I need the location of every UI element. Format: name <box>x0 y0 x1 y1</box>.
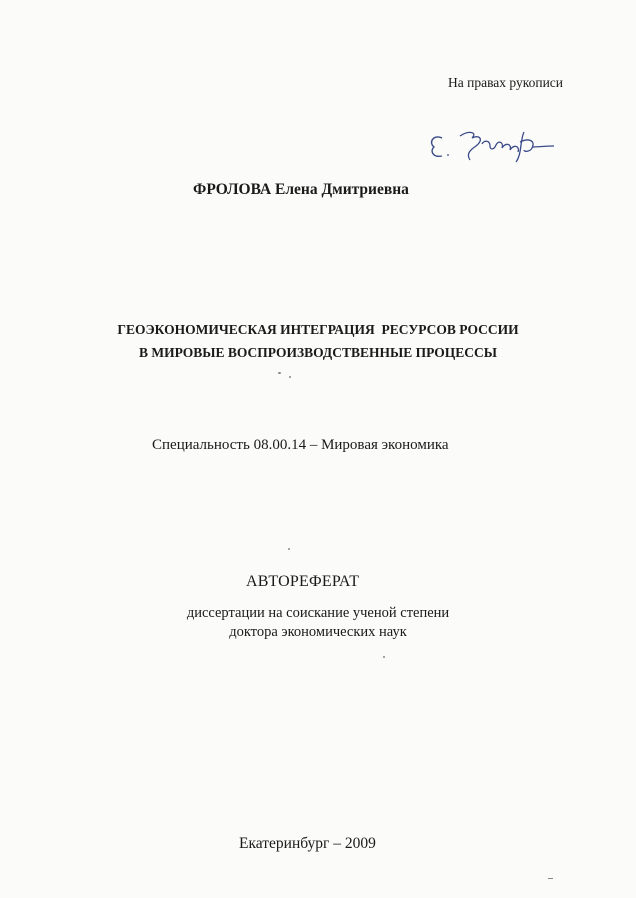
document-kind: АВТОРЕФЕРАТ <box>246 573 360 590</box>
specialty: Специальность 08.00.14 – Мировая экономика <box>152 437 449 453</box>
rights-note: На правах рукописи <box>448 75 564 90</box>
handwritten-signature <box>420 120 560 165</box>
scan-speck <box>278 372 281 374</box>
scan-speck <box>288 548 290 550</box>
title-line-1: ГЕОЭКОНОМИЧЕСКАЯ ИНТЕГРАЦИЯ РЕСУРСОВ РОССИИ <box>117 322 519 337</box>
city-year: Екатеринбург – 2009 <box>239 835 376 852</box>
dissertation-title <box>0 318 636 364</box>
author-name: ФРОЛОВА Елена Дмитриевна <box>193 181 409 198</box>
scan-speck <box>289 376 291 378</box>
scan-speck <box>548 878 553 879</box>
purpose-line-2: доктора экономических наук <box>229 624 407 640</box>
degree-purpose <box>0 604 636 642</box>
scan-speck <box>383 656 385 658</box>
purpose-line-1: диссертации на соискание ученой степени <box>186 605 450 621</box>
title-line-2: В МИРОВЫЕ ВОСПРОИЗВОДСТВЕННЫЕ ПРОЦЕССЫ <box>138 345 498 360</box>
